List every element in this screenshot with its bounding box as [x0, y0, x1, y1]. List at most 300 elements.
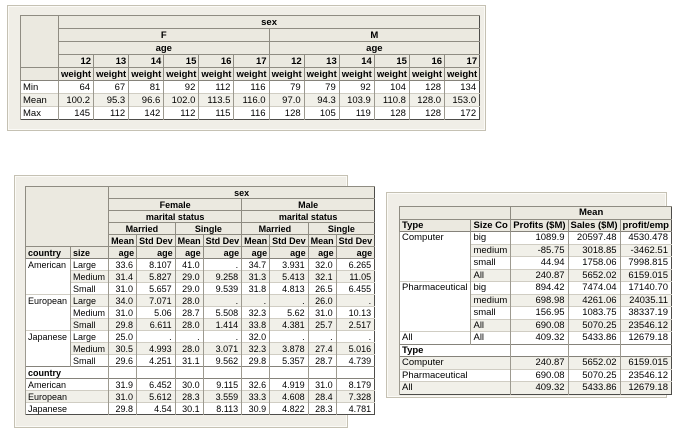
data-cell: 23546.12	[620, 369, 671, 382]
header-cell: 16	[409, 55, 444, 68]
data-cell: 30.1	[175, 403, 203, 415]
data-cell: 29.6	[109, 355, 137, 367]
table-row	[26, 343, 375, 355]
data-cell: 3.931	[270, 259, 309, 271]
header-cell: 13	[94, 55, 129, 68]
header-cell: Married	[109, 223, 176, 235]
header-cell: Std Dev	[137, 235, 176, 247]
header-cell: Std Dev	[336, 235, 375, 247]
blank-cell	[336, 367, 375, 379]
data-cell: 409.32	[511, 332, 568, 345]
data-cell: 240.87	[511, 269, 568, 282]
row-label-cell: big	[471, 232, 511, 245]
data-cell: 4.781	[336, 403, 375, 415]
table-row	[400, 232, 672, 245]
table-row	[26, 331, 375, 343]
table-row	[26, 247, 375, 259]
blank-cell	[270, 367, 309, 379]
header-cell: age	[242, 247, 270, 259]
table-row	[26, 307, 375, 319]
data-cell: 128	[374, 107, 409, 120]
table-row	[21, 68, 480, 81]
table-row	[26, 319, 375, 331]
data-cell: 5070.25	[568, 319, 620, 332]
data-cell: 112	[199, 81, 234, 94]
row-label-cell: Large	[71, 331, 109, 343]
data-cell: 27.4	[308, 343, 336, 355]
row-label-cell: Japanese	[26, 331, 71, 367]
table-row	[400, 382, 672, 395]
data-cell: 29.0	[175, 283, 203, 295]
data-cell: 29.8	[109, 403, 137, 415]
data-cell: 25.7	[308, 319, 336, 331]
data-cell: 67	[94, 81, 129, 94]
data-cell: 4.381	[270, 319, 309, 331]
blank-cell	[511, 344, 568, 357]
data-cell: 33.3	[242, 391, 270, 403]
data-cell: 96.6	[129, 94, 164, 107]
header-cell: age	[137, 247, 176, 259]
header-cell: age	[109, 247, 137, 259]
table-row	[400, 332, 672, 345]
row-label-cell: All	[471, 332, 511, 345]
header-cell: age	[203, 247, 242, 259]
data-cell: .	[203, 295, 242, 307]
data-cell: 3018.85	[568, 244, 620, 257]
divider-row	[400, 344, 672, 357]
table-row	[26, 355, 375, 367]
data-cell: 38337.19	[620, 307, 671, 320]
header-cell: Std Dev	[270, 235, 309, 247]
weight-by-sex-age-table	[20, 15, 480, 120]
data-cell: 110.8	[374, 94, 409, 107]
header-cell: age	[269, 42, 480, 55]
data-cell: 28.0	[175, 319, 203, 331]
data-cell: 28.7	[175, 307, 203, 319]
data-cell: 32.6	[242, 379, 270, 391]
data-cell: 5.62	[270, 307, 309, 319]
data-cell: 1089.9	[511, 232, 568, 245]
data-cell: 4.822	[270, 403, 309, 415]
header-cell: Female	[109, 199, 242, 211]
row-label-cell: big	[471, 282, 511, 295]
data-cell: 24035.11	[620, 294, 671, 307]
blank-cell	[400, 207, 511, 220]
blank-cell	[109, 367, 137, 379]
data-cell: 112	[164, 107, 199, 120]
data-cell: 7998.815	[620, 257, 671, 270]
age-by-sex-marital-status-table	[25, 186, 375, 415]
header-cell: weight	[94, 68, 129, 81]
header-cell: weight	[409, 68, 444, 81]
row-label-cell: American	[26, 379, 109, 391]
data-cell: 128	[409, 81, 444, 94]
header-cell: sex	[109, 187, 375, 199]
data-cell: 5.612	[137, 391, 176, 403]
data-cell: 31.8	[242, 283, 270, 295]
row-label-cell: small	[471, 257, 511, 270]
row-label-cell: Type	[400, 344, 511, 357]
row-label-cell: European	[26, 391, 109, 403]
data-cell: 28.3	[175, 391, 203, 403]
blank-cell	[175, 367, 203, 379]
data-cell: 3.878	[270, 343, 309, 355]
header-cell: sex	[59, 16, 480, 29]
data-cell: 28.7	[308, 355, 336, 367]
table-row	[21, 81, 480, 94]
data-cell: 8.179	[336, 379, 375, 391]
data-cell: 116	[234, 107, 269, 120]
data-cell: 690.08	[511, 319, 568, 332]
data-cell: 6.455	[336, 283, 375, 295]
header-cell: Mean	[308, 235, 336, 247]
data-cell: 28.0	[175, 295, 203, 307]
data-cell: 25.0	[109, 331, 137, 343]
data-cell: 156.95	[511, 307, 568, 320]
data-cell: 29.0	[175, 271, 203, 283]
data-cell: 31.0	[308, 379, 336, 391]
data-cell: 690.08	[511, 369, 568, 382]
data-cell: 104	[374, 81, 409, 94]
data-cell: 30.5	[109, 343, 137, 355]
data-cell: 64	[59, 81, 94, 94]
row-label-cell: Japanese	[26, 403, 109, 415]
row-label-cell: medium	[471, 244, 511, 257]
table-row	[400, 357, 672, 370]
data-cell: 28.0	[175, 343, 203, 355]
header-cell: Male	[242, 199, 375, 211]
data-cell: 7.328	[336, 391, 375, 403]
header-cell: Size Co	[471, 219, 511, 232]
data-cell: 115	[199, 107, 234, 120]
data-cell: 5.508	[203, 307, 242, 319]
data-cell: 5.016	[336, 343, 375, 355]
header-cell: profit/emp	[620, 219, 671, 232]
row-label-cell: country	[26, 367, 109, 379]
header-cell: age	[308, 247, 336, 259]
data-cell: 894.42	[511, 282, 568, 295]
data-cell: 409.32	[511, 382, 568, 395]
header-cell: weight	[199, 68, 234, 81]
row-label-cell: Large	[71, 259, 109, 271]
data-cell: 94.3	[304, 94, 339, 107]
blank-cell	[568, 344, 620, 357]
data-cell: 31.9	[109, 379, 137, 391]
row-label-cell: Small	[71, 283, 109, 295]
row-label-cell: Small	[71, 319, 109, 331]
data-cell: .	[203, 331, 242, 343]
data-cell: 113.5	[199, 94, 234, 107]
table-row	[21, 107, 480, 120]
data-cell: 6159.015	[620, 269, 671, 282]
data-cell: 5433.86	[568, 332, 620, 345]
data-cell: 32.0	[308, 259, 336, 271]
row-label-cell: Pharmaceutical	[400, 369, 511, 382]
header-cell: age	[270, 247, 309, 259]
data-cell: 31.3	[242, 271, 270, 283]
data-cell: 31.1	[175, 355, 203, 367]
header-cell: 17	[445, 55, 480, 68]
data-cell: 7474.04	[568, 282, 620, 295]
data-cell: 5.827	[137, 271, 176, 283]
row-label-cell: American	[26, 259, 71, 295]
header-cell: 17	[234, 55, 269, 68]
data-cell: 9.562	[203, 355, 242, 367]
header-cell: Profits ($M)	[511, 219, 568, 232]
blank-cell	[137, 367, 176, 379]
data-cell: 6.452	[137, 379, 176, 391]
data-cell: 32.3	[242, 307, 270, 319]
data-cell: 95.3	[94, 94, 129, 107]
data-cell: 3.559	[203, 391, 242, 403]
header-cell: weight	[164, 68, 199, 81]
header-cell: age	[175, 247, 203, 259]
data-cell: 116	[234, 81, 269, 94]
data-cell: 128	[269, 107, 304, 120]
data-cell: 103.9	[339, 94, 374, 107]
company-profit-means-panel	[386, 192, 667, 398]
header-cell: 14	[129, 55, 164, 68]
data-cell: 116.0	[234, 94, 269, 107]
data-cell: 41.0	[175, 259, 203, 271]
row-label-cell: All	[400, 332, 471, 345]
header-cell: 15	[164, 55, 199, 68]
data-cell: 92	[164, 81, 199, 94]
blank-cell	[620, 344, 671, 357]
data-cell: 1.414	[203, 319, 242, 331]
row-label-cell: Pharmaceutical	[400, 282, 471, 332]
row-label-cell: Mean	[21, 94, 59, 107]
data-cell: 4.993	[137, 343, 176, 355]
data-cell: 105	[304, 107, 339, 120]
header-cell: Married	[242, 223, 309, 235]
data-cell: 4.54	[137, 403, 176, 415]
header-cell: 12	[59, 55, 94, 68]
table-row	[26, 283, 375, 295]
data-cell: 5433.86	[568, 382, 620, 395]
header-cell: weight	[129, 68, 164, 81]
data-cell: 5.413	[270, 271, 309, 283]
data-cell: 30.9	[242, 403, 270, 415]
data-cell: 31.0	[308, 307, 336, 319]
row-label-cell: small	[471, 307, 511, 320]
data-cell: 92	[339, 81, 374, 94]
data-cell: .	[336, 331, 375, 343]
data-cell: 2.517	[336, 319, 375, 331]
data-cell: .	[203, 259, 242, 271]
data-cell: 9.258	[203, 271, 242, 283]
data-cell: 5.357	[270, 355, 309, 367]
row-label-cell: Large	[71, 295, 109, 307]
data-cell: 33.8	[242, 319, 270, 331]
header-cell: Single	[175, 223, 242, 235]
data-cell: 4530.478	[620, 232, 671, 245]
header-cell: Mean	[511, 207, 672, 220]
data-cell: 153.0	[445, 94, 480, 107]
data-cell: 5070.25	[568, 369, 620, 382]
table-row	[26, 187, 375, 199]
table-row	[26, 379, 375, 391]
data-cell: 4.251	[137, 355, 176, 367]
data-cell: 26.0	[308, 295, 336, 307]
data-cell: .	[175, 331, 203, 343]
data-cell: 5652.02	[568, 357, 620, 370]
data-cell: 81	[129, 81, 164, 94]
data-cell: -85.75	[511, 244, 568, 257]
data-cell: 4.813	[270, 283, 309, 295]
header-cell: weight	[269, 68, 304, 81]
data-cell: 31.0	[109, 307, 137, 319]
data-cell: 119	[339, 107, 374, 120]
data-cell: .	[137, 331, 176, 343]
data-cell: 44.94	[511, 257, 568, 270]
data-cell: .	[270, 331, 309, 343]
row-label-cell: Computer	[400, 357, 511, 370]
header-cell: marital status	[242, 211, 375, 223]
header-cell: Type	[400, 219, 471, 232]
weight-by-sex-age-panel	[7, 5, 486, 131]
row-label-cell: Medium	[71, 343, 109, 355]
row-label-cell: Small	[71, 355, 109, 367]
blank-cell	[26, 187, 109, 247]
data-cell: 33.6	[109, 259, 137, 271]
data-cell: 29.8	[242, 355, 270, 367]
data-cell: 145	[59, 107, 94, 120]
data-cell: 23546.12	[620, 319, 671, 332]
table-row	[26, 295, 375, 307]
data-cell: -3462.51	[620, 244, 671, 257]
table-row	[21, 42, 480, 55]
data-cell: .	[336, 295, 375, 307]
data-cell: 5.06	[137, 307, 176, 319]
data-cell: .	[270, 295, 309, 307]
header-cell: 14	[339, 55, 374, 68]
table-row	[26, 271, 375, 283]
data-cell: 12679.18	[620, 332, 671, 345]
data-cell: 31.4	[109, 271, 137, 283]
data-cell: 9.115	[203, 379, 242, 391]
data-cell: 128	[409, 107, 444, 120]
data-cell: 142	[129, 107, 164, 120]
header-cell: 12	[269, 55, 304, 68]
row-label-cell: All	[400, 382, 511, 395]
blank-cell	[21, 16, 59, 68]
data-cell: 4.608	[270, 391, 309, 403]
data-cell: 698.98	[511, 294, 568, 307]
table-row	[26, 391, 375, 403]
data-cell: 97.0	[269, 94, 304, 107]
header-cell: 16	[199, 55, 234, 68]
data-cell: 29.8	[109, 319, 137, 331]
header-cell: age	[59, 42, 270, 55]
data-cell: 79	[269, 81, 304, 94]
header-cell: weight	[304, 68, 339, 81]
data-cell: 172	[445, 107, 480, 120]
table-row	[21, 29, 480, 42]
row-label-cell: All	[471, 269, 511, 282]
blank-cell	[242, 367, 270, 379]
data-cell: 4.919	[270, 379, 309, 391]
data-cell: 10.13	[336, 307, 375, 319]
data-cell: 102.0	[164, 94, 199, 107]
data-cell: 30.0	[175, 379, 203, 391]
age-by-sex-marital-status-panel	[14, 175, 373, 428]
data-cell: 5652.02	[568, 269, 620, 282]
blank-cell	[21, 68, 59, 81]
blank-cell	[308, 367, 336, 379]
data-cell: 6.611	[137, 319, 176, 331]
row-label-cell: Medium	[71, 271, 109, 283]
data-cell: 31.0	[109, 391, 137, 403]
header-cell: weight	[374, 68, 409, 81]
data-cell: 1083.75	[568, 307, 620, 320]
data-cell: 20597.48	[568, 232, 620, 245]
table-row	[400, 369, 672, 382]
row-label-cell: Medium	[71, 307, 109, 319]
header-cell: Mean	[109, 235, 137, 247]
table-row	[21, 55, 480, 68]
header-cell: size	[71, 247, 109, 259]
row-label-cell: medium	[471, 294, 511, 307]
data-cell: 4.739	[336, 355, 375, 367]
header-cell: Std Dev	[203, 235, 242, 247]
data-cell: 8.107	[137, 259, 176, 271]
data-cell: 17140.70	[620, 282, 671, 295]
data-cell: 32.0	[242, 331, 270, 343]
header-cell: M	[269, 29, 480, 42]
data-cell: 34.0	[109, 295, 137, 307]
row-label-cell: Max	[21, 107, 59, 120]
data-cell: 6.265	[336, 259, 375, 271]
header-cell: F	[59, 29, 270, 42]
row-label-cell: Min	[21, 81, 59, 94]
table-row	[26, 403, 375, 415]
data-cell: 128.0	[409, 94, 444, 107]
data-cell: 6159.015	[620, 357, 671, 370]
data-cell: 11.05	[336, 271, 375, 283]
header-cell: marital status	[109, 211, 242, 223]
data-cell: 12679.18	[620, 382, 671, 395]
header-cell: Mean	[242, 235, 270, 247]
header-cell: weight	[59, 68, 94, 81]
data-cell: 8.113	[203, 403, 242, 415]
data-cell: 31.0	[109, 283, 137, 295]
data-cell: 26.5	[308, 283, 336, 295]
data-cell: .	[242, 295, 270, 307]
data-cell: 28.3	[308, 403, 336, 415]
table-row	[400, 219, 672, 232]
data-cell: 5.657	[137, 283, 176, 295]
header-cell: Mean	[175, 235, 203, 247]
header-cell: age	[336, 247, 375, 259]
row-label-cell: All	[471, 319, 511, 332]
data-cell: 9.539	[203, 283, 242, 295]
row-label-cell: Computer	[400, 232, 471, 282]
data-cell: 100.2	[59, 94, 94, 107]
header-cell: Single	[308, 223, 375, 235]
table-row	[21, 94, 480, 107]
table-row	[400, 282, 672, 295]
header-cell: Sales ($M)	[568, 219, 620, 232]
data-cell: 32.1	[308, 271, 336, 283]
data-cell: 79	[304, 81, 339, 94]
header-cell: 15	[374, 55, 409, 68]
data-cell: 28.4	[308, 391, 336, 403]
header-cell: country	[26, 247, 71, 259]
data-cell: 32.3	[242, 343, 270, 355]
blank-cell	[203, 367, 242, 379]
data-cell: 1758.06	[568, 257, 620, 270]
